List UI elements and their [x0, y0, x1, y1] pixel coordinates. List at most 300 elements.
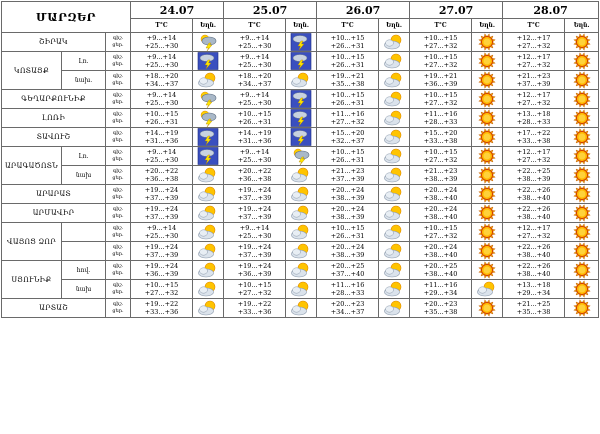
cloud-sun-icon [383, 90, 405, 108]
weather-icon-cell [472, 33, 503, 52]
temp-column-header: T°C [410, 19, 472, 33]
weather-icon-cell [379, 33, 410, 52]
weather-icon-cell [379, 109, 410, 128]
night-label: գիշ. [112, 149, 124, 155]
night-temp: +20...+23 [423, 300, 458, 308]
weather-icon-cell [286, 280, 317, 299]
cloud-sun-icon [290, 166, 312, 184]
weather-icon-cell [193, 261, 224, 280]
region-name: ԱՐԱՐԱՏ [2, 185, 106, 204]
night-label: գիշ. [112, 111, 124, 117]
night-temp: +12...+17 [516, 148, 551, 156]
night-temp: +19...+21 [330, 72, 365, 80]
night-temp: +17...+22 [516, 129, 551, 137]
temperature-cell [503, 223, 565, 242]
sun-icon [476, 52, 498, 70]
night-temp: +21...+25 [516, 300, 551, 308]
day-temp: +38...+40 [423, 213, 458, 221]
temperature-cell [410, 280, 472, 299]
day-temp: +27...+32 [516, 156, 551, 164]
weather-icon-cell [565, 147, 599, 166]
cloud-sun-icon [383, 242, 405, 260]
temperature-cell [131, 242, 193, 261]
cloud-sun-icon [383, 147, 405, 165]
cloud-sun-icon [290, 242, 312, 260]
night-temp: +9...+14 [239, 91, 270, 99]
weather-icon-cell [565, 166, 599, 185]
time-of-day-labels [106, 52, 131, 71]
temperature-cell [410, 128, 472, 147]
day-temp: +38...+39 [330, 213, 365, 221]
night-temp: +10...+15 [144, 110, 179, 118]
weather-icon-cell [379, 204, 410, 223]
cloud-sun-icon [290, 223, 312, 241]
weather-icon-cell [379, 261, 410, 280]
night-temp: +19...+24 [237, 243, 272, 251]
time-of-day-labels [106, 71, 131, 90]
day-temp: +25...+30 [144, 232, 179, 240]
night-temp: +20...+25 [330, 262, 365, 270]
region-row [2, 128, 599, 147]
temperature-cell [131, 109, 193, 128]
weather-icon-cell [472, 185, 503, 204]
day-temp: +25...+30 [144, 99, 179, 107]
weather-icon-cell [193, 223, 224, 242]
day-temp: +36...+39 [237, 270, 272, 278]
night-temp: +20...+23 [330, 300, 365, 308]
temperature-cell [317, 299, 379, 318]
sun-icon [571, 242, 593, 260]
night-temp: +9...+14 [239, 224, 270, 232]
night-temp: +13...+18 [516, 281, 551, 289]
night-temp: +10...+15 [423, 91, 458, 99]
night-temp: +21...+23 [516, 72, 551, 80]
night-temp: +11...+16 [423, 281, 458, 289]
night-temp: +10...+15 [144, 281, 179, 289]
weather-icon-cell [193, 204, 224, 223]
weather-icon-cell [472, 280, 503, 299]
time-of-day-labels [106, 33, 131, 52]
day-temp: +25...+30 [144, 61, 179, 69]
night-label: գիշ. [112, 35, 124, 41]
day-temp: +37...+39 [516, 80, 551, 88]
cloud-sun-icon [197, 185, 219, 203]
cloud-sun-icon [383, 299, 405, 317]
temperature-cell [317, 204, 379, 223]
temperature-cell [410, 261, 472, 280]
temperature-cell [503, 33, 565, 52]
forecast-table-container [1, 1, 598, 318]
day-temp: +35...+38 [330, 80, 365, 88]
day-temp: +38...+40 [516, 270, 551, 278]
temperature-cell [410, 185, 472, 204]
temp-column-header: T°C [503, 19, 565, 33]
region-name: ԼՈՌԻ [2, 109, 106, 128]
sun-icon [476, 90, 498, 108]
cloud-sun-icon [290, 280, 312, 298]
night-label: գիշ. [112, 206, 124, 212]
day-temp: +26...+31 [330, 42, 365, 50]
night-temp: +20...+25 [423, 262, 458, 270]
cloud-sun-icon [197, 166, 219, 184]
day-temp: +38...+40 [516, 213, 551, 221]
cloud-sun-icon [290, 261, 312, 279]
weather-icon-cell [472, 261, 503, 280]
weather-icon-cell [193, 128, 224, 147]
night-temp: +19...+22 [144, 300, 179, 308]
temperature-cell [224, 242, 286, 261]
day-temp: +37...+39 [144, 213, 179, 221]
day-temp: +38...+40 [423, 194, 458, 202]
day-temp: +27...+32 [330, 118, 365, 126]
date-header: 24.07 [131, 2, 224, 19]
day-temp: +26...+31 [237, 118, 272, 126]
night-temp: +11...+16 [330, 281, 365, 289]
time-of-day-labels [106, 299, 131, 318]
temperature-cell [410, 90, 472, 109]
weather-icon-cell [565, 185, 599, 204]
temperature-cell [317, 109, 379, 128]
weather-icon-cell [565, 223, 599, 242]
cloud-sun-icon [197, 299, 219, 317]
night-temp: +18...+20 [237, 72, 272, 80]
day-temp: +32...+37 [330, 137, 365, 145]
time-of-day-labels [106, 242, 131, 261]
night-temp: +20...+22 [237, 167, 272, 175]
night-label: գիշ. [112, 168, 124, 174]
temperature-cell [317, 33, 379, 52]
storm-box-icon [290, 52, 312, 70]
night-label: գիշ. [112, 225, 124, 231]
weather-icon-cell [286, 128, 317, 147]
night-temp: +12...+17 [516, 91, 551, 99]
temperature-cell [503, 299, 565, 318]
weather-icon-cell [379, 280, 410, 299]
weather-icon-cell [565, 71, 599, 90]
weather-icon-cell [286, 109, 317, 128]
day-temp: +26...+31 [330, 232, 365, 240]
region-subarea-label: հով. [62, 261, 106, 280]
night-temp: +21...+23 [330, 167, 365, 175]
day-label: ցեր. [112, 213, 124, 219]
temperature-cell [131, 299, 193, 318]
cloud-sun-icon [383, 71, 405, 89]
night-temp: +10...+15 [330, 224, 365, 232]
sun-icon [571, 299, 593, 317]
day-temp: +37...+39 [144, 194, 179, 202]
time-of-day-labels [106, 90, 131, 109]
temperature-cell [503, 280, 565, 299]
temperature-cell [503, 128, 565, 147]
weather-icon-cell [379, 147, 410, 166]
weather-icon-cell [193, 90, 224, 109]
temperature-cell [317, 185, 379, 204]
region-name: ԳԵՂԱՐՔՈՒՆԻՔ [2, 90, 106, 109]
region-name: ՍՅՈՒՆԻՔ [2, 261, 62, 299]
temperature-cell [503, 71, 565, 90]
temperature-cell [131, 33, 193, 52]
region-row [2, 147, 599, 166]
day-temp: +27...+32 [423, 156, 458, 164]
day-temp: +29...+34 [423, 289, 458, 297]
day-label: ցեր. [112, 270, 124, 276]
temperature-cell [131, 261, 193, 280]
day-temp: +37...+39 [237, 194, 272, 202]
day-temp: +37...+39 [237, 251, 272, 259]
sun-icon [571, 90, 593, 108]
temperature-cell [317, 242, 379, 261]
weather-icon-cell [565, 33, 599, 52]
day-label: ցեր. [112, 308, 124, 314]
region-row [2, 261, 599, 280]
weather-icon-cell [286, 52, 317, 71]
night-temp: +10...+15 [330, 148, 365, 156]
night-temp: +15...+20 [330, 129, 365, 137]
day-temp: +25...+30 [237, 232, 272, 240]
weather-icon-cell [565, 261, 599, 280]
temperature-cell [224, 299, 286, 318]
night-label: գիշ. [112, 301, 124, 307]
day-label: ցեր. [112, 251, 124, 257]
weather-icon-cell [193, 147, 224, 166]
temperature-cell [224, 128, 286, 147]
time-of-day-labels [106, 166, 131, 185]
cloud-sun-icon [383, 204, 405, 222]
night-temp: +20...+24 [330, 205, 365, 213]
night-temp: +12...+17 [516, 34, 551, 42]
day-temp: +26...+31 [144, 118, 179, 126]
day-temp: +38...+40 [516, 194, 551, 202]
weather-icon-cell [286, 261, 317, 280]
day-temp: +37...+39 [237, 213, 272, 221]
header-dates-row [2, 2, 599, 19]
region-row [2, 71, 599, 90]
temperature-cell [503, 204, 565, 223]
weather-column-header: Եղն. [472, 19, 503, 33]
day-temp: +38...+40 [516, 251, 551, 259]
temperature-cell [503, 242, 565, 261]
sun-icon [571, 147, 593, 165]
night-temp: +9...+14 [146, 148, 177, 156]
day-temp: +38...+40 [423, 270, 458, 278]
region-subarea-label [62, 242, 106, 261]
day-temp: +27...+32 [237, 289, 272, 297]
day-temp: +25...+30 [144, 42, 179, 50]
day-temp: +38...+39 [423, 175, 458, 183]
night-temp: +19...+24 [144, 186, 179, 194]
temperature-cell [131, 128, 193, 147]
weather-icon-cell [286, 90, 317, 109]
day-label: ցեր. [112, 289, 124, 295]
night-temp: +20...+24 [423, 186, 458, 194]
weather-icon-cell [379, 185, 410, 204]
temp-column-header: T°C [224, 19, 286, 33]
weather-icon-cell [472, 109, 503, 128]
day-label: ցեր. [112, 137, 124, 143]
weather-icon-cell [565, 242, 599, 261]
region-name: ԱՐՏԱՇ [2, 299, 106, 318]
sun-icon [476, 33, 498, 51]
night-temp: +10...+15 [237, 110, 272, 118]
temperature-cell [224, 204, 286, 223]
weather-icon-cell [193, 109, 224, 128]
region-subarea-label [62, 223, 106, 242]
storm-box-icon [290, 33, 312, 51]
temperature-cell [317, 71, 379, 90]
sun-icon [571, 280, 593, 298]
time-of-day-labels [106, 280, 131, 299]
storm-box-icon [197, 128, 219, 146]
weather-icon-cell [565, 280, 599, 299]
weather-icon-cell [193, 242, 224, 261]
day-temp: +31...+36 [144, 137, 179, 145]
night-temp: +10...+15 [423, 34, 458, 42]
day-temp: +33...+38 [516, 137, 551, 145]
sun-icon [476, 242, 498, 260]
day-temp: +27...+32 [423, 232, 458, 240]
day-temp: +28...+33 [516, 118, 551, 126]
sun-icon [571, 128, 593, 146]
weather-icon-cell [472, 147, 503, 166]
day-temp: +37...+39 [144, 251, 179, 259]
day-temp: +33...+36 [144, 308, 179, 316]
cloud-sun-icon [383, 166, 405, 184]
night-temp: +11...+16 [423, 110, 458, 118]
storm-icon [197, 33, 219, 51]
night-temp: +19...+21 [423, 72, 458, 80]
night-label: գիշ. [112, 92, 124, 98]
day-temp: +34...+37 [330, 308, 365, 316]
weather-icon-cell [379, 128, 410, 147]
sun-icon [476, 147, 498, 165]
day-temp: +37...+39 [330, 175, 365, 183]
day-temp: +25...+30 [237, 156, 272, 164]
day-temp: +31...+36 [237, 137, 272, 145]
weather-icon-cell [193, 166, 224, 185]
date-header: 27.07 [410, 2, 503, 19]
weather-icon-cell [472, 299, 503, 318]
day-temp: +27...+32 [144, 289, 179, 297]
cloud-sun-icon [476, 280, 498, 298]
weather-icon-cell [193, 185, 224, 204]
weather-icon-cell [286, 33, 317, 52]
day-temp: +36...+38 [144, 175, 179, 183]
temperature-cell [224, 223, 286, 242]
cloud-sun-icon [290, 299, 312, 317]
day-label: ցեր. [112, 156, 124, 162]
day-temp: +28...+33 [423, 118, 458, 126]
temperature-cell [317, 223, 379, 242]
sun-icon [571, 109, 593, 127]
day-temp: +27...+32 [516, 61, 551, 69]
night-temp: +14...+19 [237, 129, 272, 137]
storm-box-icon [290, 109, 312, 127]
night-temp: +15...+20 [423, 129, 458, 137]
sun-icon [476, 261, 498, 279]
day-temp: +37...+40 [330, 270, 365, 278]
region-subarea-label: նախ [62, 280, 106, 299]
region-subarea-label: Լռ. [62, 52, 106, 71]
night-temp: +21...+23 [423, 167, 458, 175]
temperature-cell [224, 109, 286, 128]
region-row [2, 90, 599, 109]
night-temp: +19...+24 [237, 186, 272, 194]
storm-icon [290, 147, 312, 165]
night-temp: +19...+22 [237, 300, 272, 308]
night-temp: +19...+24 [144, 205, 179, 213]
region-row [2, 242, 599, 261]
region-row [2, 185, 599, 204]
temperature-cell [317, 280, 379, 299]
weather-column-header: Եղն. [379, 19, 410, 33]
time-of-day-labels [106, 109, 131, 128]
temperature-cell [410, 242, 472, 261]
storm-box-icon [290, 90, 312, 108]
day-temp: +25...+30 [144, 156, 179, 164]
day-temp: +33...+38 [423, 137, 458, 145]
night-temp: +11...+16 [330, 110, 365, 118]
night-temp: +12...+17 [516, 224, 551, 232]
temp-column-header: T°C [131, 19, 193, 33]
day-temp: +38...+39 [330, 251, 365, 259]
day-temp: +27...+32 [516, 42, 551, 50]
cloud-sun-icon [383, 109, 405, 127]
temp-column-header: T°C [317, 19, 379, 33]
night-temp: +9...+14 [239, 53, 270, 61]
cloud-sun-icon [197, 71, 219, 89]
sun-icon [571, 166, 593, 184]
temperature-cell [410, 109, 472, 128]
temperature-cell [131, 90, 193, 109]
date-header: 26.07 [317, 2, 410, 19]
cloud-sun-icon [197, 280, 219, 298]
weather-column-header: Եղն. [565, 19, 599, 33]
weather-icon-cell [472, 242, 503, 261]
date-header: 25.07 [224, 2, 317, 19]
weather-icon-cell [472, 52, 503, 71]
night-temp: +20...+24 [423, 205, 458, 213]
night-temp: +13...+18 [516, 110, 551, 118]
day-temp: +33...+36 [237, 308, 272, 316]
day-label: ցեր. [112, 232, 124, 238]
sun-icon [571, 204, 593, 222]
night-temp: +10...+15 [423, 224, 458, 232]
night-temp: +10...+15 [423, 53, 458, 61]
weather-icon-cell [472, 204, 503, 223]
temperature-cell [131, 185, 193, 204]
temperature-cell [224, 261, 286, 280]
day-temp: +26...+31 [330, 99, 365, 107]
region-row [2, 109, 599, 128]
temperature-cell [131, 204, 193, 223]
night-temp: +22...+26 [516, 243, 551, 251]
weather-icon-cell [193, 33, 224, 52]
night-temp: +9...+14 [146, 224, 177, 232]
region-row [2, 223, 599, 242]
temperature-cell [224, 33, 286, 52]
sun-icon [476, 204, 498, 222]
weather-icon-cell [286, 242, 317, 261]
weather-icon-cell [193, 71, 224, 90]
weather-icon-cell [565, 109, 599, 128]
weather-icon-cell [472, 166, 503, 185]
night-temp: +20...+22 [144, 167, 179, 175]
night-temp: +20...+24 [330, 186, 365, 194]
weather-column-header: Եղն. [286, 19, 317, 33]
sun-icon [476, 128, 498, 146]
region-name: ՎԱՅՈՑ ՁՈՐ [2, 223, 62, 261]
region-subarea-label: նախ [62, 166, 106, 185]
